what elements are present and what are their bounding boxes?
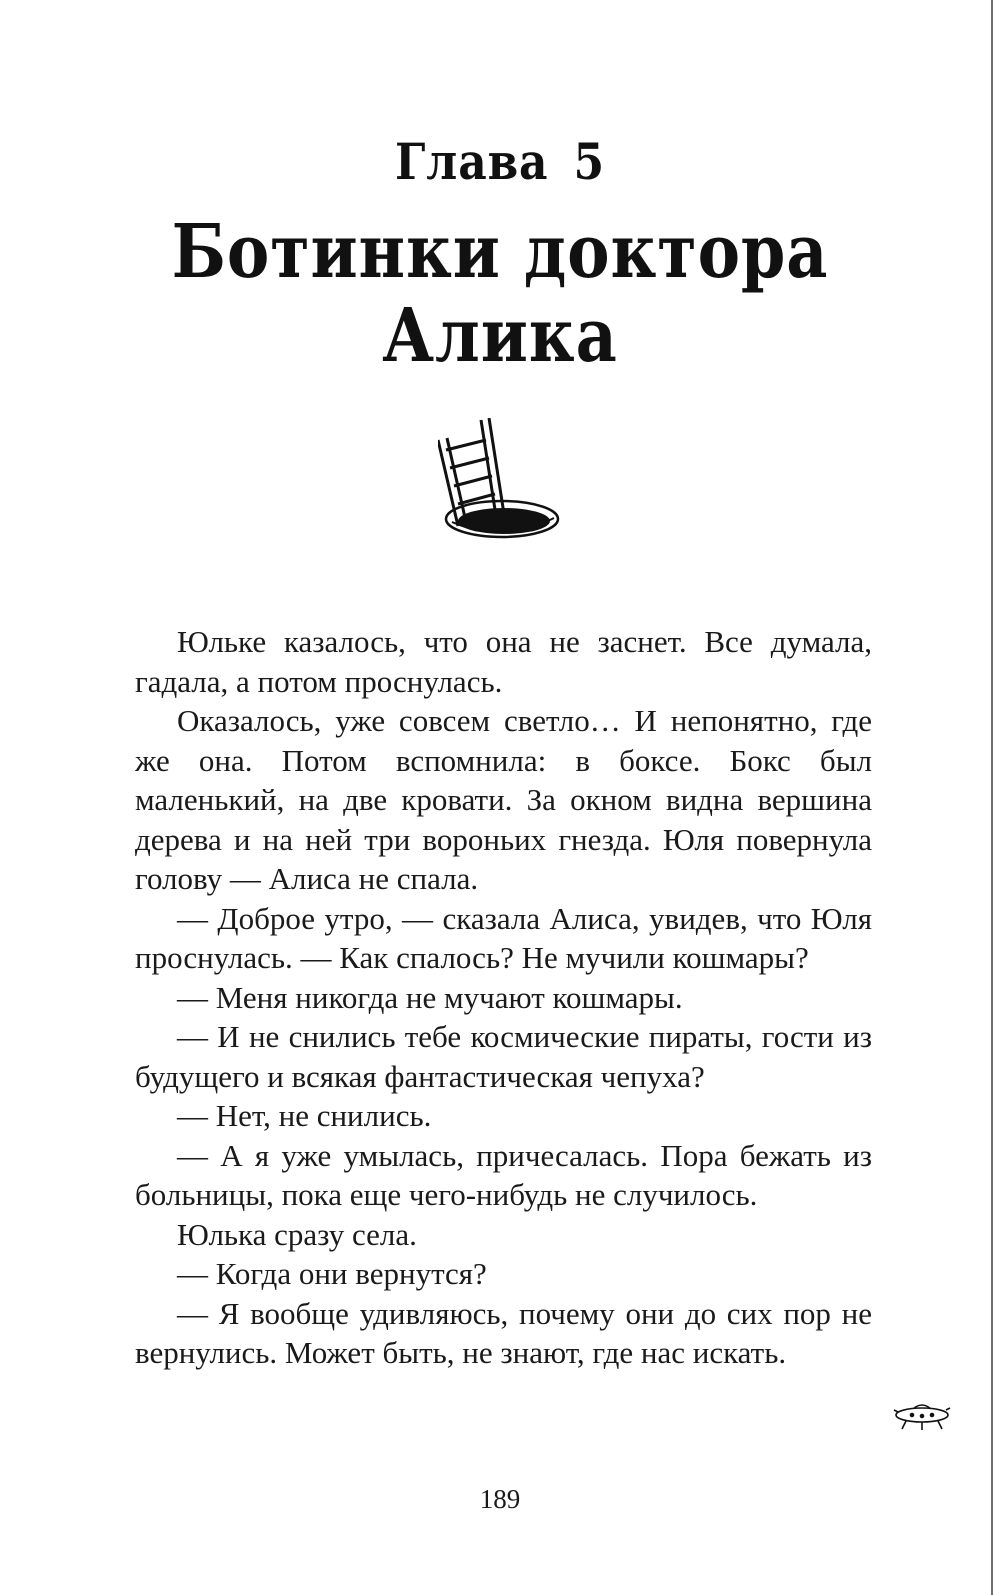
paragraph: Юлька сразу села. (177, 1216, 417, 1252)
ladder-in-hole-icon (438, 418, 568, 548)
chapter-body-text (135, 622, 872, 1373)
paragraph: — Когда они вернутся? (177, 1256, 487, 1291)
paragraph: — Меня никогда не мучают кошмары. (177, 979, 683, 1015)
paragraph: — Я вообще удивляюсь, почему они до сих пор не вернулись. Может быть, не знают, где нас искать. (135, 1295, 872, 1370)
paragraph: Юльке казалось, что она не заснет. Все думала, гадала, а потом проснулась. (135, 624, 872, 699)
paragraph: — Нет, не снились. (177, 1098, 432, 1133)
chapter-title-line-1: Ботинки доктора (171, 209, 829, 295)
paragraph: — А я уже умылась, причесалась. Пора бежать из больницы, пока еще чего-нибудь не случилось. (135, 1137, 872, 1212)
page-number: 189 (479, 1484, 521, 1514)
paragraph: — Доброе утро, — сказала Алиса, увидев, что Юля проснулась. — Как спалось? Не мучили кошмары? (135, 900, 872, 975)
chapter-label: Глава 5 (395, 132, 605, 191)
chapter-title (0, 210, 1000, 378)
paragraph: Оказалось, уже совсем светло… И непонятно, где же она. Потом вспомнила: в боксе. Бокс был маленький, на две кровати. За окном видна вершина дерева и на ней три вороньих гнезда. Юля повернула голову — Алиса не спала. (135, 703, 872, 896)
paragraph: — И не снились тебе космические пираты, гости из будущего и всякая фантастическая чепуха? (135, 1019, 872, 1094)
ufo-icon (892, 1396, 952, 1434)
chapter-title-line-2: Алика (382, 293, 618, 379)
